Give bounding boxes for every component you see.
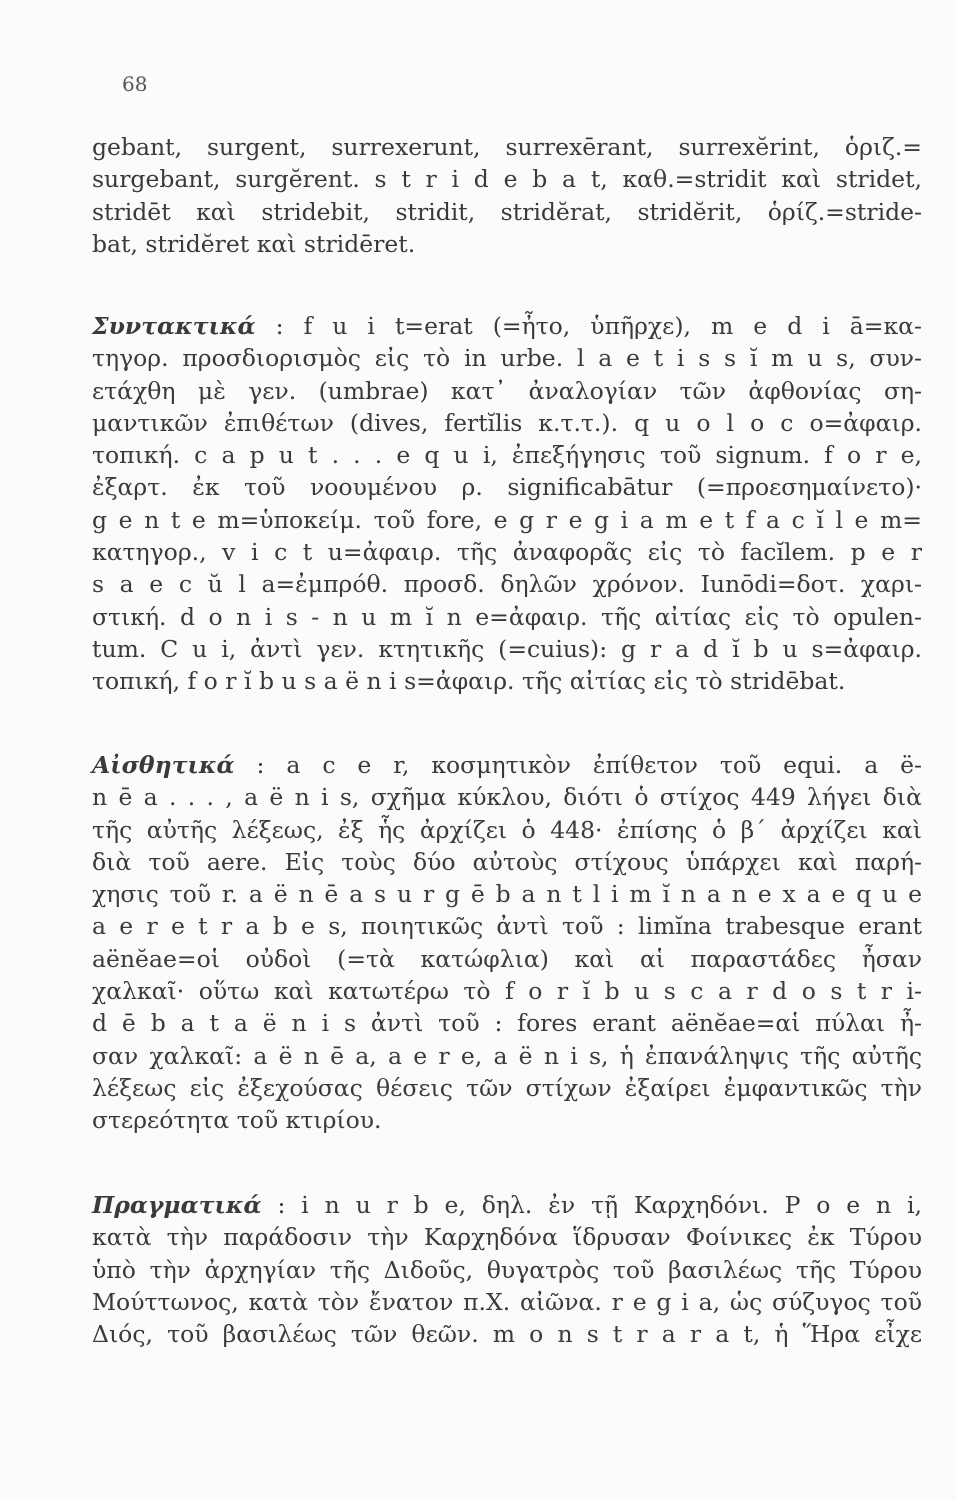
text-line: τοπική. c a p u t . . . e q u i, ἐπεξήγησις τοῦ signum. f o r e, — [92, 441, 922, 470]
text-line: s a e c ŭ l a=ἐμπρόθ. προσδ. δηλῶν χρόνον. Iunōdi=δοτ. χαρι- — [92, 570, 922, 599]
text-line: stridēt καὶ stridebit, stridit, stridĕrat, stridĕrit, ὁρίζ.=stride- — [92, 197, 922, 226]
text-line-lead: : i n u r b e, δηλ. ἐν τῇ Καρχηδόνι. P o e n i, — [277, 1191, 922, 1219]
text-line: n ē a . . . , a ë n i s, σχῆμα κύκλου, διότι ὁ στίχος 449 λήγει διὰ — [92, 783, 922, 812]
text-line: τηγορ. προσδιορισμὸς εἰς τὸ in urbe. l a e t i s s ĭ m u s, συν- — [92, 344, 922, 373]
text-line: χαλκαῖ· οὕτω καὶ κατωτέρω τὸ f o r ĭ b u s c a r d o s t r i- — [92, 977, 922, 1006]
text-line: bat, stridĕret καὶ stridēret. — [92, 229, 416, 258]
text-line: κατὰ τὴν παράδοσιν τὴν Καρχηδόνα ἵδρυσαν Φοίνικες ἐκ Τύρου — [92, 1223, 922, 1252]
paragraph-aesthetics — [92, 749, 922, 1137]
text-line: στερεότητα τοῦ κτιρίου. — [92, 1106, 382, 1135]
text-line: κατηγορ., v i c t u=ἀφαιρ. τῆς ἀναφορᾶς εἰς τὸ facĭlem. p e r — [92, 538, 922, 567]
paragraph-conjugation — [92, 131, 922, 260]
text-line: surgebant, surgĕrent. s t r i d e b a t, καθ.=stridit καὶ stridet, — [92, 165, 922, 194]
text-line: ὑπὸ τὴν ἀρχηγίαν τῆς Διδοῦς, θυγατρὸς τοῦ βασιλέως τῆς Τύρου — [92, 1255, 922, 1284]
text-line: τοπική, f o r ĭ b u s a ë n i s=ἀφαιρ. τῆς αἰτίας εἰς τὸ stridēbat. — [92, 667, 846, 696]
text-line: χησις τοῦ r. a ë n ē a s u r g ē b a n t l i m ĭ n a n e x a e q u e — [92, 880, 922, 909]
text-line: tum. C u i, ἀντὶ γεν. κτητικῆς (=cuius): g r a d ĭ b u s=ἀφαιρ. — [92, 634, 922, 663]
text-line: σαν χαλκαῖ: a ë n ē a, a e r e, a ë n i s, ἡ ἐπανάληψις τῆς αὐτῆς — [92, 1041, 922, 1070]
paragraph-syntax — [92, 310, 922, 698]
text-line: ετάχθη μὲ γεν. (umbrae) κατ᾿ ἀναλογίαν τῶν ἀφθονίας ση- — [92, 376, 922, 405]
section-heading-syntax: Συντακτικά — [92, 312, 256, 340]
text-line — [92, 1189, 922, 1221]
text-line: g e n t e m=ὑποκείμ. τοῦ fore, e g r e g i a m e t f a c ĭ l e m= — [92, 505, 922, 534]
paragraph-realia — [92, 1189, 922, 1350]
text-line — [92, 310, 922, 342]
text-line: gebant, surgent, surrexerunt, surrexērant, surrexĕrint, ὁριζ.= — [92, 133, 922, 161]
text-line: διὰ τοῦ aere. Εἰς τοὺς δύο αὐτοὺς στίχους ὑπάρχει καὶ παρή- — [92, 847, 922, 876]
text-line-lead: : f u i t=erat (=ἦτο, ὑπῆρχε), m e d i ā=κα- — [275, 312, 922, 340]
section-heading-aesthetics: Αἰσθητικά — [92, 751, 235, 779]
text-line: a e r e t r a b e s, ποιητικῶς ἀντὶ τοῦ : limĭna trabesque erant — [92, 912, 922, 941]
section-heading-realia: Πραγματικά — [92, 1191, 262, 1219]
text-line: Μούττωνος, κατὰ τὸν ἔνατον π.Χ. αἰῶνα. r e g i a, ὡς σύζυγος τοῦ — [92, 1287, 922, 1316]
text-line: μαντικῶν ἐπιθέτων (dives, fertĭlis κ.τ.τ.). q u o l o c o=ἀφαιρ. — [92, 408, 922, 437]
page-number: 68 — [122, 72, 148, 96]
text-line: d ē b a t a ë n i s ἀντὶ τοῦ : fores erant aënĕae=αἱ πύλαι ἦ- — [92, 1009, 922, 1038]
text-line: στική. d o n i s - n u m ĭ n e=ἀφαιρ. τῆς αἰτίας εἰς τὸ opulen- — [92, 602, 922, 631]
text-line: τῆς αὐτῆς λέξεως, ἐξ ἧς ἀρχίζει ὁ 448· ἐπίσης ὁ β΄ ἀρχίζει καὶ — [92, 815, 922, 844]
text-line: λέξεως εἰς ἐξεχούσας θέσεις τῶν στίχων ἐξαίρει ἐμφαντικῶς τὴν — [92, 1073, 922, 1102]
text-line-lead: : a c e r, κοσμητικὸν ἐπίθετον τοῦ equi. a ë- — [256, 751, 922, 779]
text-line: aënĕae=οἱ οὐδοὶ (=τὰ κατώφλια) καὶ αἱ παραστάδες ἦσαν — [92, 944, 922, 973]
text-line: Διός, τοῦ βασιλέως τῶν θεῶν. m o n s t r a r a t, ἡ Ἥρα εἶχε — [92, 1320, 922, 1349]
text-line: ἐξαρτ. ἐκ τοῦ νοουμένου ρ. significabātur (=προεσημαίνετο)· — [92, 473, 922, 502]
text-line — [92, 749, 922, 781]
